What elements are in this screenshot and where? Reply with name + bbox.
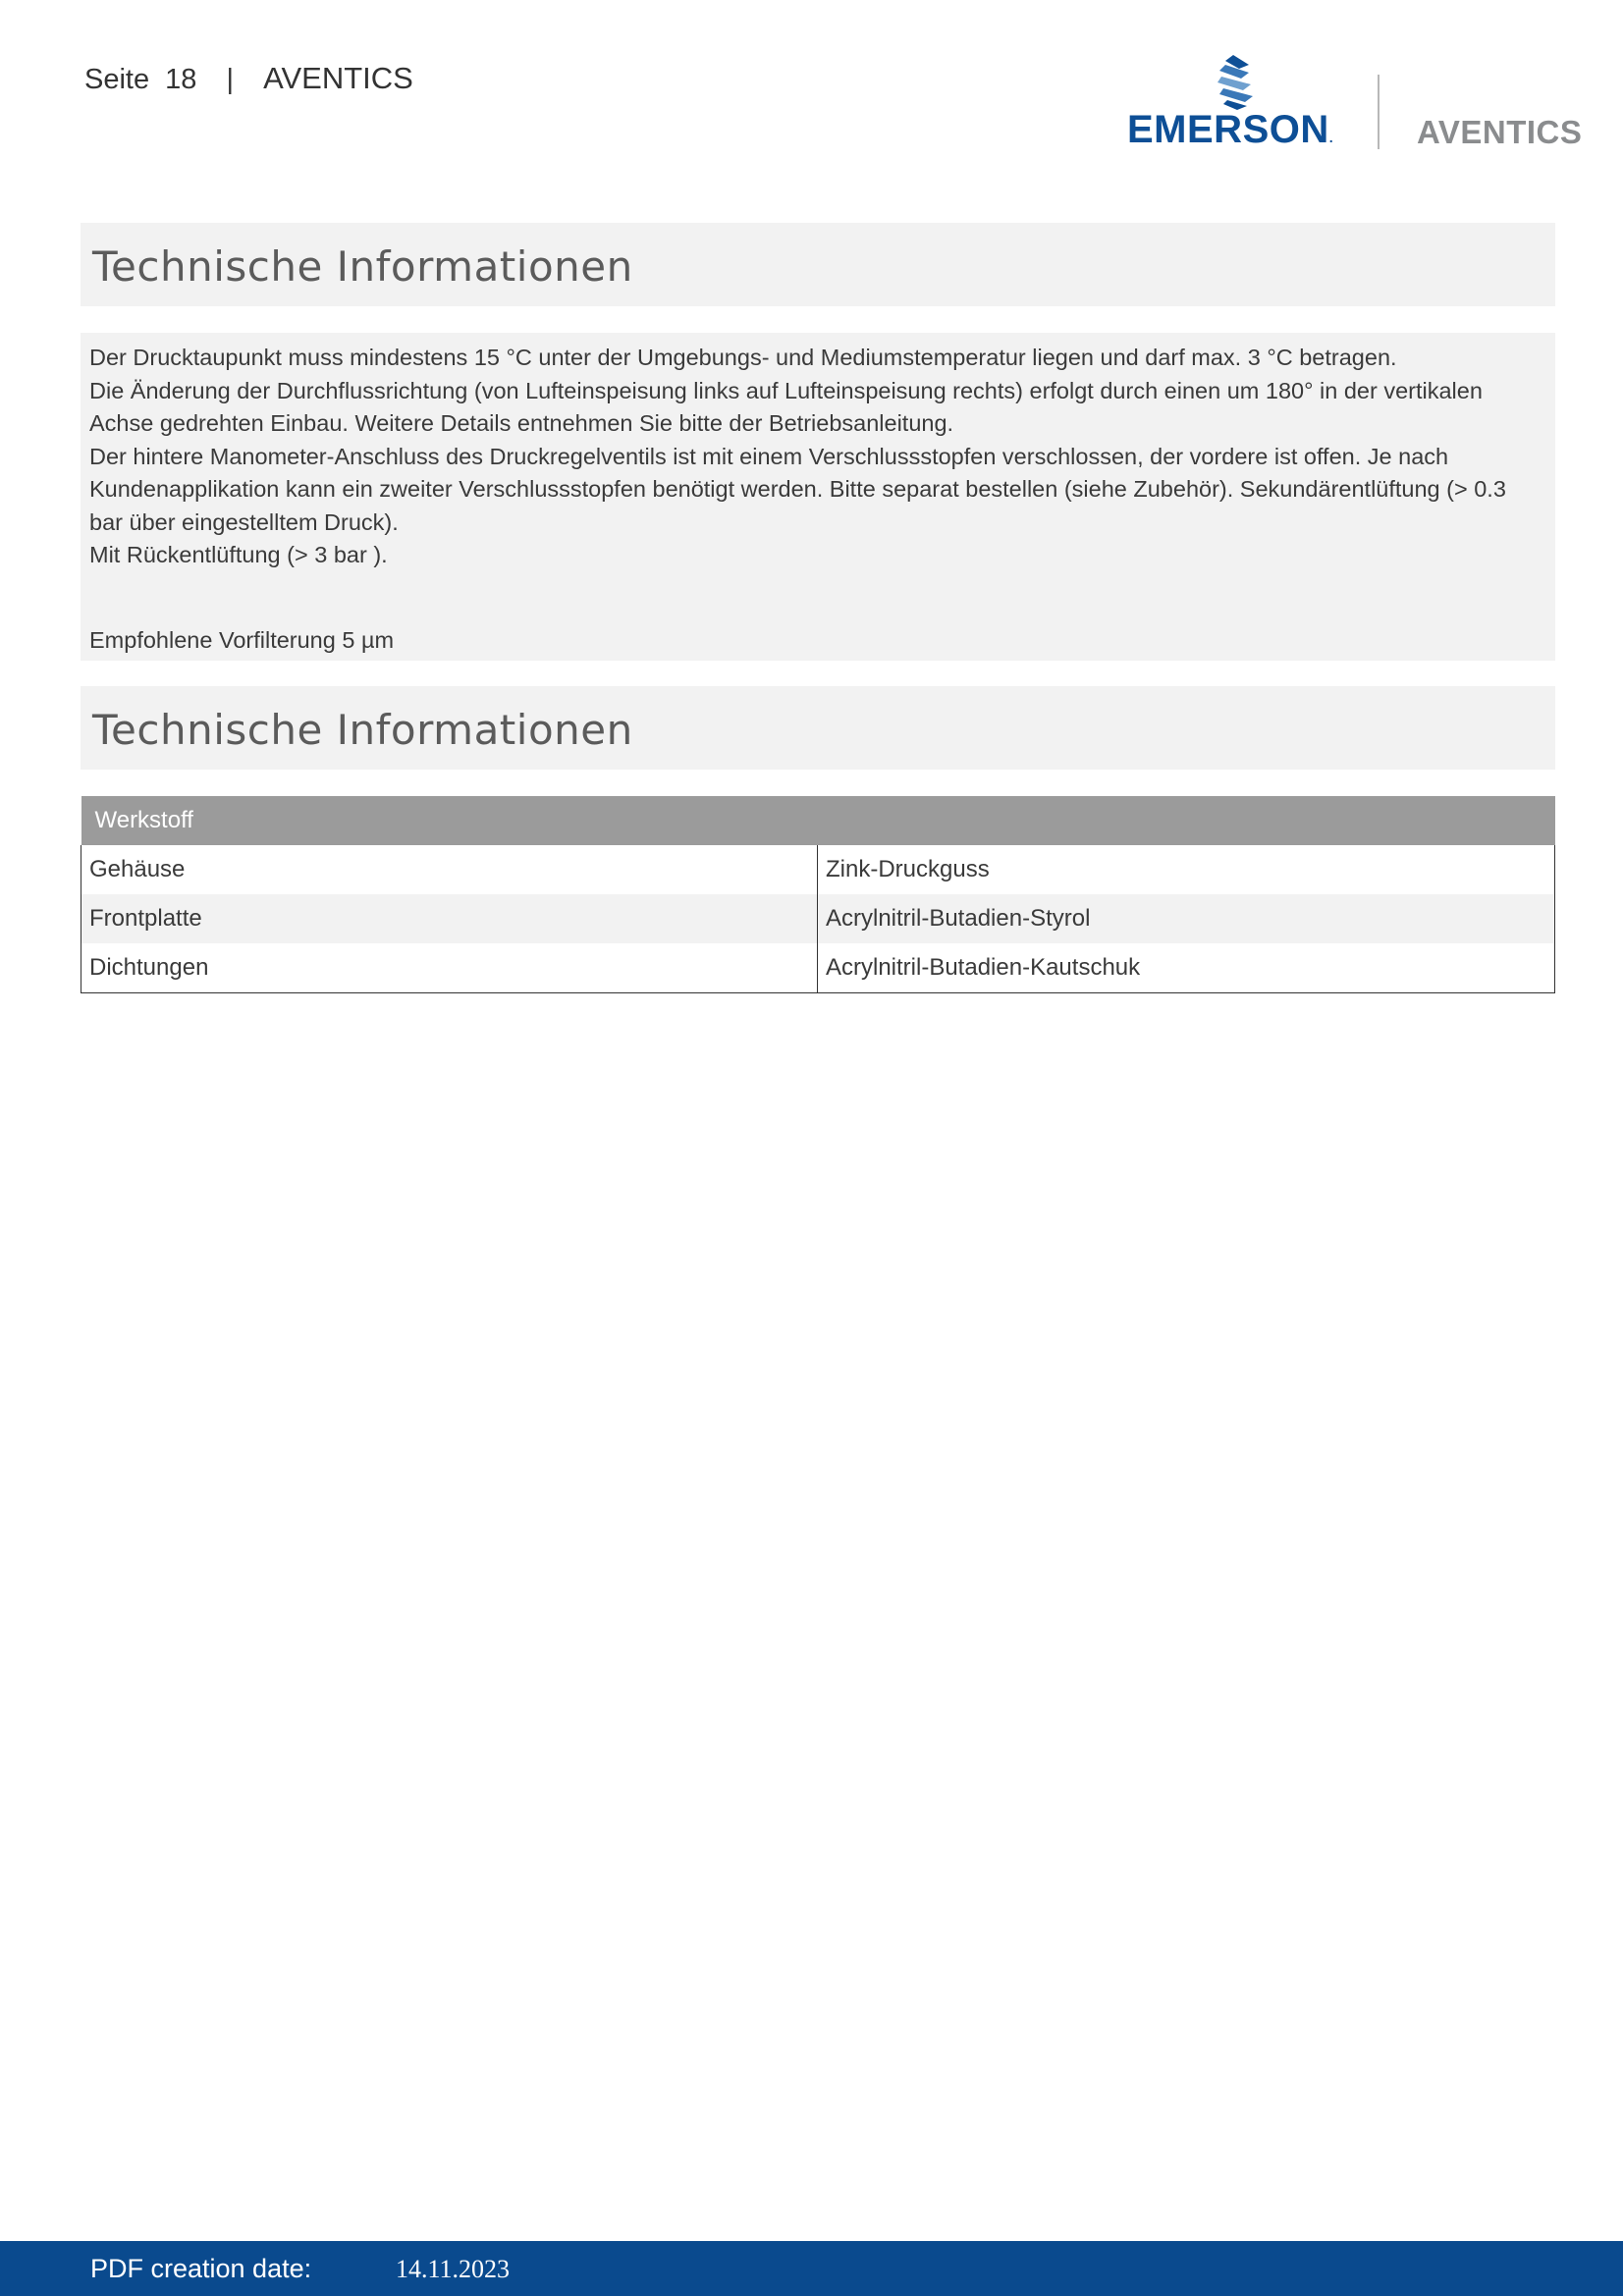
table-row bbox=[81, 894, 1555, 943]
info-paragraph: Empfohlene Vorfilterung 5 µm bbox=[89, 626, 395, 653]
section-title: Technische Informationen bbox=[92, 706, 633, 754]
info-paragraph: Der hintere Manometer-Anschluss des Druckregelventils ist mit einem Verschlussstopfen verschlossen, der vordere ist offen. Je nach Kundenapplikation kann ein zweiter Verschlussstopfen benötigt werden. Bitte separat bestellen (siehe Zubehör). Sekundärentlüftung (> 0.3 bar über eingestelltem Druck). bbox=[89, 443, 1506, 535]
info-paragraph: Die Änderung der Durchflussrichtung (von Lufteinspeisung links auf Lufteinspeisung rechts) erfolgt durch einen um 180° in der vertikalen Achse gedrehten Einbau. Weitere Details entnehmen Sie bitte der Betriebsanleitung. bbox=[89, 377, 1483, 436]
table-cell: Acrylnitril-Butadien-Kautschuk bbox=[818, 943, 1555, 993]
table-cell: Zink-Druckguss bbox=[818, 845, 1555, 894]
footer-label: PDF creation date: bbox=[90, 2254, 312, 2283]
page-header bbox=[84, 61, 413, 96]
header-separator: | bbox=[226, 64, 235, 95]
table-cell: Gehäuse bbox=[81, 845, 818, 894]
table-header-row bbox=[81, 796, 1555, 845]
table-header: Werkstoff bbox=[81, 796, 1555, 845]
table-cell: Dichtungen bbox=[81, 943, 818, 993]
table-cell: Acrylnitril-Butadien-Styrol bbox=[818, 894, 1555, 943]
emerson-logo-icon bbox=[1216, 55, 1261, 110]
info-paragraph: Der Drucktaupunkt muss mindestens 15 °C unter der Umgebungs- und Mediumstemperatur liegen und darf max. 3 °C betragen. bbox=[89, 345, 1397, 370]
aventics-logo-text: AVENTICS bbox=[1417, 114, 1583, 150]
section-header-2 bbox=[81, 686, 1555, 770]
page-number: 18 bbox=[165, 64, 197, 95]
table-cell: Frontplatte bbox=[81, 894, 818, 943]
footer-bar bbox=[0, 2241, 1623, 2296]
info-paragraph: Mit Rückentlüftung (> 3 bar ). bbox=[89, 542, 388, 567]
page-label: Seite bbox=[84, 64, 150, 95]
company-logos bbox=[1127, 51, 1598, 159]
technical-info-text bbox=[81, 333, 1555, 661]
table-row bbox=[81, 943, 1555, 993]
footer-date: 14.11.2023 bbox=[396, 2255, 511, 2283]
emerson-logo-text: EMERSON. bbox=[1127, 108, 1334, 151]
section-header-1 bbox=[81, 223, 1555, 306]
header-brand: AVENTICS bbox=[263, 61, 413, 95]
table-row bbox=[81, 845, 1555, 894]
logo-divider bbox=[1378, 75, 1380, 149]
section-title: Technische Informationen bbox=[92, 242, 633, 291]
material-table bbox=[81, 796, 1555, 993]
